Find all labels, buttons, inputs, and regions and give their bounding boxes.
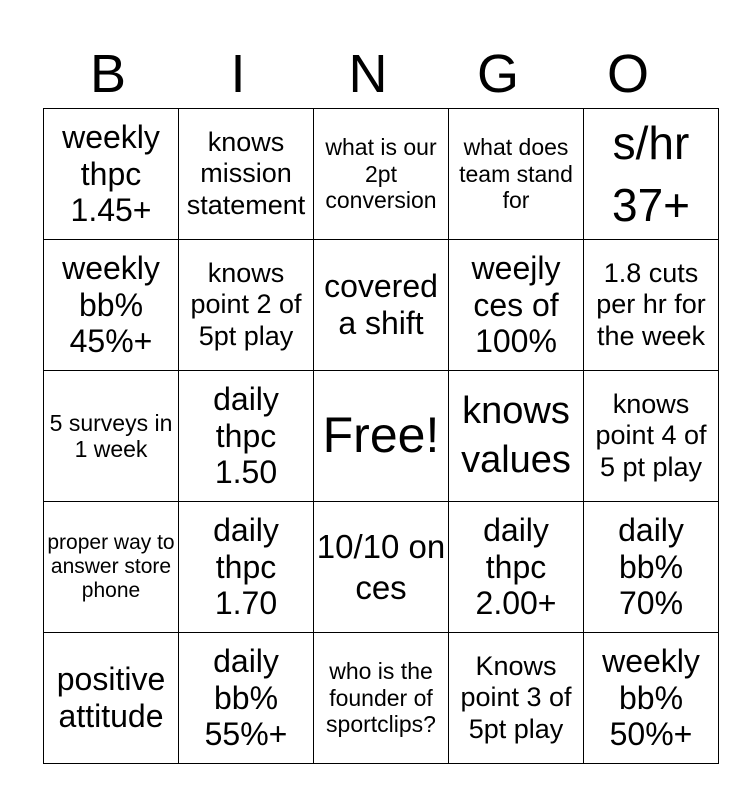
bingo-cell: weekly bb% 45%+ — [44, 240, 179, 371]
bingo-cell: weekly thpc 1.45+ — [44, 109, 179, 240]
board-row — [44, 371, 719, 502]
bingo-cell: daily thpc 1.50 — [179, 371, 314, 502]
board-row — [44, 502, 719, 633]
bingo-cell: knows point 4 of 5 pt play — [584, 371, 719, 502]
bingo-cell: 10/10 on ces — [314, 502, 449, 633]
header-letter-n: N — [348, 44, 388, 104]
header-letter-o: O — [606, 44, 649, 104]
bingo-cell: knows point 2 of 5pt play — [179, 240, 314, 371]
bingo-cell: covered a shift — [314, 240, 449, 371]
bingo-cell: daily thpc 1.70 — [179, 502, 314, 633]
bingo-cell: 5 surveys in 1 week — [44, 371, 179, 502]
bingo-cell: daily bb% 70% — [584, 502, 719, 633]
header-letter-b: B — [89, 44, 127, 104]
board-row — [44, 633, 719, 764]
bingo-board — [43, 108, 719, 764]
bingo-cell: what does team stand for — [449, 109, 584, 240]
bingo-cell: weejly ces of 100% — [449, 240, 584, 371]
board-row — [44, 109, 719, 240]
bingo-cell: daily bb% 55%+ — [179, 633, 314, 764]
bingo-cell: daily thpc 2.00+ — [449, 502, 584, 633]
bingo-cell: weekly bb% 50%+ — [584, 633, 719, 764]
bingo-cell: Knows point 3 of 5pt play — [449, 633, 584, 764]
bingo-cell: knows values — [449, 371, 584, 502]
free-space: Free! — [314, 371, 449, 502]
header-letter-i: I — [230, 44, 246, 104]
bingo-cell: proper way to answer store phone — [44, 502, 179, 633]
bingo-cell: what is our 2pt conversion — [314, 109, 449, 240]
bingo-cell: s/hr 37+ — [584, 109, 719, 240]
bingo-cell: who is the founder of sportclips? — [314, 633, 449, 764]
bingo-cell: 1.8 cuts per hr for the week — [584, 240, 719, 371]
bingo-header — [43, 40, 693, 108]
bingo-cell: positive attitude — [44, 633, 179, 764]
header-letter-g: G — [476, 44, 519, 104]
bingo-cell: knows mission statement — [179, 109, 314, 240]
board-row — [44, 240, 719, 371]
